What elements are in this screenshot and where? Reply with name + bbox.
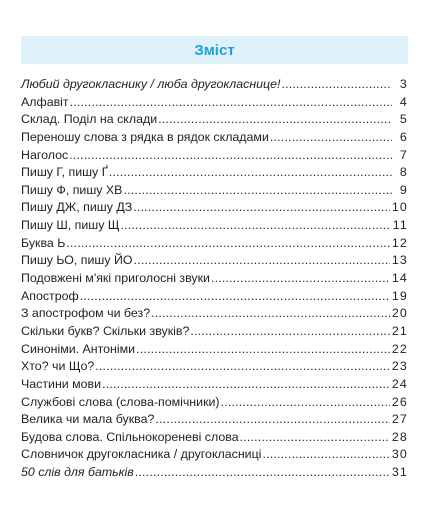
toc-entry[interactable]: [21, 394, 408, 412]
toc-entry[interactable]: [21, 305, 408, 323]
toc-dot-leader: [155, 411, 389, 429]
toc-entry-label: Переношу слова з рядка в рядок складами: [21, 129, 269, 144]
toc-entry-label: Подовжені м'які приголосні звуки: [21, 271, 210, 286]
page-title: Зміст: [194, 41, 235, 59]
toc-dot-leader: [69, 147, 392, 165]
toc-entry[interactable]: [21, 411, 408, 429]
toc-entry-page-number: 6: [399, 129, 408, 144]
toc-dot-leader: [240, 429, 390, 447]
toc-entry[interactable]: [21, 217, 408, 235]
toc-entry-label: Частини мови: [21, 376, 102, 391]
toc-dot-leader: [109, 164, 392, 182]
toc-entry[interactable]: [21, 164, 408, 182]
toc-entry-page-number: 14: [391, 271, 408, 286]
toc-entry-page-number: 31: [391, 465, 408, 480]
toc-dot-leader: [151, 305, 390, 323]
toc-dot-leader: [70, 94, 392, 112]
toc-dot-leader: [281, 76, 392, 94]
toc-entry-page-number: 21: [391, 323, 408, 338]
toc-dot-leader: [95, 358, 390, 376]
toc-entry-label: Любий другокласнику / люба другокласнице!: [21, 77, 281, 91]
toc-entry[interactable]: [21, 94, 408, 112]
toc-entry-page-number: 11: [392, 218, 408, 233]
toc-entry-label: Службові слова (слова-помічники): [21, 394, 220, 409]
toc-entry-label: Наголос: [21, 147, 69, 162]
toc-entry-label: Будова слова. Спільнокореневі слова: [21, 429, 239, 444]
toc-entry-page-number: 8: [399, 165, 408, 180]
toc-dot-leader: [80, 288, 390, 306]
toc-entry-page-number: 19: [391, 288, 408, 303]
toc-dot-leader: [123, 182, 392, 200]
toc-entry-page-number: 23: [391, 359, 408, 374]
toc-entry-page-number: 3: [399, 77, 408, 91]
toc-entry-page-number: 28: [391, 429, 408, 444]
toc-entry-page-number: 7: [399, 147, 408, 162]
toc-entry-page-number: 22: [391, 341, 408, 356]
toc-entry-label: Алфавіт: [21, 94, 69, 109]
toc-entry[interactable]: [21, 76, 408, 94]
toc-dot-leader: [120, 217, 390, 235]
toc-entry[interactable]: [21, 111, 408, 129]
toc-entry-page-number: 12: [391, 235, 408, 250]
toc-entry-label: З апострофом чи без?: [21, 306, 151, 321]
toc-entry-label: Пишу ЬО, пишу ЙО: [21, 253, 133, 268]
toc-entry-label: Велика чи мала буква?: [21, 412, 155, 427]
toc-dot-leader: [135, 464, 390, 482]
toc-entry-label: Словничок другокласника / другокласниці: [21, 447, 262, 462]
toc-dot-leader: [66, 235, 389, 253]
toc-entry[interactable]: [21, 147, 408, 165]
toc-dot-leader: [136, 341, 390, 359]
toc-dot-leader: [221, 394, 390, 412]
toc-entry[interactable]: [21, 446, 408, 464]
toc-list: [21, 76, 408, 482]
toc-entry[interactable]: [21, 199, 408, 217]
toc-entry-label: Синоніми. Антоніми: [21, 341, 136, 356]
toc-dot-leader: [134, 252, 390, 270]
toc-entry-page-number: 13: [391, 253, 408, 268]
toc-title-bar: [21, 36, 408, 64]
toc-dot-leader: [211, 270, 390, 288]
toc-entry-page-number: 4: [399, 94, 408, 109]
toc-dot-leader: [158, 111, 392, 129]
toc-entry[interactable]: [21, 341, 408, 359]
toc-dot-leader: [102, 376, 390, 394]
toc-entry[interactable]: [21, 376, 408, 394]
toc-dot-leader: [262, 446, 389, 464]
toc-dot-leader: [133, 199, 390, 217]
toc-entry-label: Пишу Г, пишу Ґ: [21, 165, 108, 180]
toc-entry[interactable]: [21, 464, 408, 482]
toc-entry-page-number: 20: [391, 306, 408, 321]
toc-entry-label: Скільки букв? Скільки звуків?: [21, 323, 190, 338]
toc-entry[interactable]: [21, 129, 408, 147]
toc-entry-label: 50 слів для батьків: [21, 465, 134, 480]
toc-entry[interactable]: [21, 358, 408, 376]
toc-entry-page-number: 26: [391, 394, 408, 409]
toc-entry-label: Пишу ДЖ, пишу ДЗ: [21, 200, 133, 215]
toc-entry[interactable]: [21, 270, 408, 288]
toc-entry-label: Пишу Ф, пишу ХВ: [21, 182, 123, 197]
toc-entry-page-number: 27: [391, 412, 408, 427]
toc-dot-leader: [190, 323, 389, 341]
toc-entry-label: Апостроф: [21, 288, 79, 303]
toc-entry[interactable]: [21, 288, 408, 306]
toc-entry-label: Склад. Поділ на склади: [21, 112, 158, 127]
toc-entry[interactable]: [21, 429, 408, 447]
table-of-contents-page: [21, 36, 408, 482]
toc-entry-page-number: 30: [391, 447, 408, 462]
toc-entry-label: Пишу Ш, пишу Щ: [21, 218, 120, 233]
toc-entry-label: Буква Ь: [21, 235, 66, 250]
toc-entry[interactable]: [21, 235, 408, 253]
toc-dot-leader: [270, 129, 392, 147]
toc-entry-label: Хто? чи Що?: [21, 359, 95, 374]
toc-entry-page-number: 9: [399, 182, 408, 197]
toc-entry[interactable]: [21, 252, 408, 270]
toc-entry[interactable]: [21, 323, 408, 341]
toc-entry[interactable]: [21, 182, 408, 200]
toc-entry-page-number: 10: [391, 200, 408, 215]
toc-entry-page-number: 5: [399, 112, 408, 127]
toc-entry-page-number: 24: [391, 376, 408, 391]
